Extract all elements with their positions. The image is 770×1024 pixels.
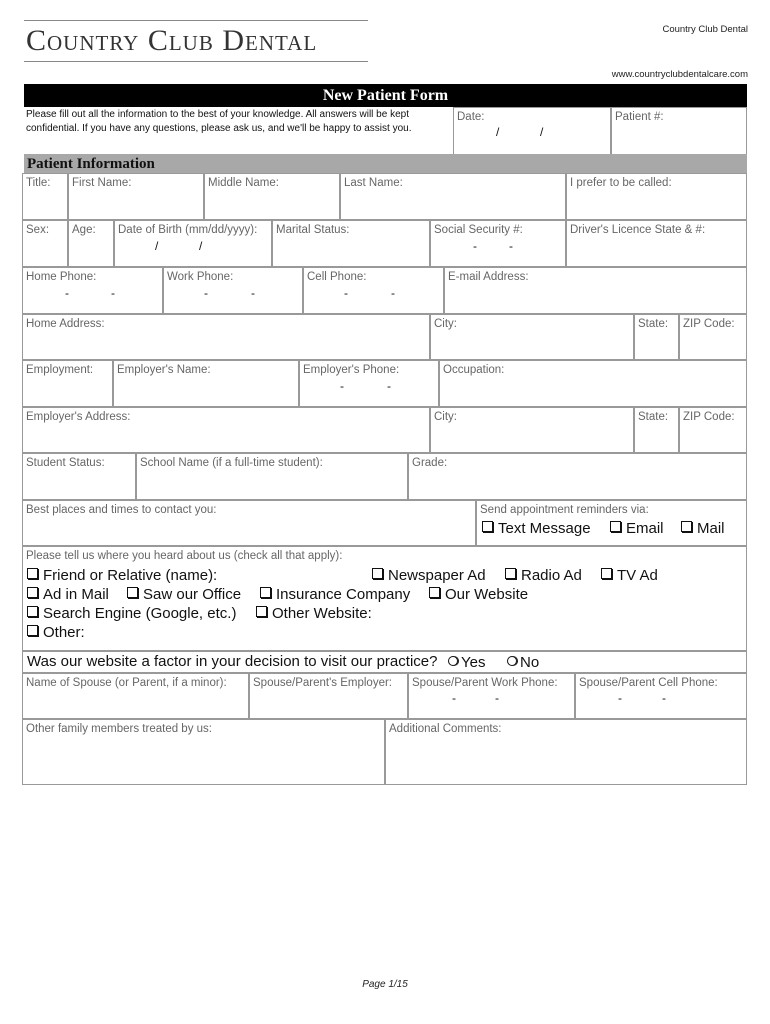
ssn-dash-2: - bbox=[509, 239, 513, 253]
form-title: New Patient Form bbox=[24, 84, 747, 107]
our-website-label: Our Website bbox=[445, 586, 529, 603]
reminder-mail-label: Mail bbox=[697, 520, 725, 537]
employer-state-field[interactable] bbox=[634, 407, 679, 453]
home-zip-field[interactable] bbox=[679, 314, 747, 360]
reminder-mail-checkbox[interactable] bbox=[681, 520, 725, 537]
middle-name-field[interactable] bbox=[204, 173, 340, 220]
logo-rule-bottom bbox=[24, 61, 368, 62]
spouse-work-phone-label: Spouse/Parent Work Phone: bbox=[412, 677, 558, 689]
ad-in-mail-checkbox[interactable] bbox=[27, 586, 109, 603]
friend-checkbox[interactable] bbox=[27, 567, 217, 584]
spouse-cell-dash-2: - bbox=[662, 691, 666, 705]
checkbox-icon bbox=[610, 521, 621, 532]
spouse-work-phone-field[interactable] bbox=[408, 673, 575, 719]
checkbox-icon bbox=[681, 521, 692, 532]
cell-phone-field[interactable] bbox=[303, 267, 444, 314]
other-checkbox[interactable] bbox=[27, 624, 85, 641]
cell-phone-dash-1: - bbox=[344, 286, 348, 300]
home-address-field[interactable] bbox=[22, 314, 430, 360]
work-phone-dash-1: - bbox=[204, 286, 208, 300]
title-label: Title: bbox=[26, 177, 51, 189]
spouse-work-dash-2: - bbox=[495, 691, 499, 705]
first-name-field[interactable] bbox=[68, 173, 204, 220]
other-website-label: Other Website: bbox=[272, 605, 372, 622]
last-name-label: Last Name: bbox=[344, 177, 403, 189]
dob-field[interactable] bbox=[114, 220, 272, 267]
home-city-field[interactable] bbox=[430, 314, 634, 360]
marital-status-field[interactable] bbox=[272, 220, 430, 267]
employer-zip-label: ZIP Code: bbox=[683, 411, 735, 423]
family-members-field[interactable] bbox=[22, 719, 385, 785]
home-phone-label: Home Phone: bbox=[26, 271, 97, 283]
dob-label: Date of Birth (mm/dd/yyyy): bbox=[118, 224, 258, 236]
best-contact-label: Best places and times to contact you: bbox=[26, 504, 217, 516]
radio-ad-label: Radio Ad bbox=[521, 567, 582, 584]
website-no-radio[interactable] bbox=[507, 654, 539, 671]
reminder-email-checkbox[interactable] bbox=[610, 520, 664, 537]
employer-phone-dash-2: - bbox=[387, 379, 391, 393]
middle-name-label: Middle Name: bbox=[208, 177, 279, 189]
occupation-label: Occupation: bbox=[443, 364, 505, 376]
checkbox-icon bbox=[27, 606, 38, 617]
employer-city-field[interactable] bbox=[430, 407, 634, 453]
reminders-label: Send appointment reminders via: bbox=[480, 504, 649, 516]
spouse-name-field[interactable] bbox=[22, 673, 249, 719]
patient-number-label: Patient #: bbox=[615, 111, 664, 123]
ssn-field[interactable] bbox=[430, 220, 566, 267]
checkbox-icon bbox=[601, 568, 612, 579]
school-name-label: School Name (if a full-time student): bbox=[140, 457, 323, 469]
employer-phone-label: Employer's Phone: bbox=[303, 364, 400, 376]
spouse-employer-field[interactable] bbox=[249, 673, 408, 719]
website-question-row bbox=[22, 651, 747, 673]
spouse-cell-dash-1: - bbox=[618, 691, 622, 705]
preferred-name-label: I prefer to be called: bbox=[570, 177, 672, 189]
sex-label: Sex: bbox=[26, 224, 50, 236]
age-label: Age: bbox=[72, 224, 96, 236]
best-contact-field[interactable] bbox=[22, 500, 476, 546]
employer-name-label: Employer's Name: bbox=[117, 364, 211, 376]
grade-label: Grade: bbox=[412, 457, 448, 469]
website-link[interactable]: www.countryclubdentalcare.com bbox=[611, 69, 748, 80]
date-field[interactable] bbox=[453, 107, 611, 155]
saw-office-checkbox[interactable] bbox=[127, 586, 241, 603]
date-slash-2: / bbox=[540, 125, 544, 139]
logo bbox=[24, 20, 368, 62]
patient-number-field[interactable] bbox=[611, 107, 747, 155]
website-yes-radio[interactable] bbox=[448, 654, 485, 671]
cell-phone-label: Cell Phone: bbox=[307, 271, 367, 283]
marital-status-label: Marital Status: bbox=[276, 224, 350, 236]
radio-ad-checkbox[interactable] bbox=[505, 567, 582, 584]
checkbox-icon bbox=[127, 587, 138, 598]
school-name-field[interactable] bbox=[136, 453, 408, 500]
ssn-label: Social Security #: bbox=[434, 224, 523, 236]
reminder-text-checkbox[interactable] bbox=[482, 520, 591, 537]
home-phone-dash-2: - bbox=[111, 286, 115, 300]
license-label: Driver's Licence State & #: bbox=[570, 224, 706, 236]
employment-label: Employment: bbox=[26, 364, 94, 376]
checkbox-icon bbox=[505, 568, 516, 579]
email-field[interactable] bbox=[444, 267, 747, 314]
friend-label: Friend or Relative (name): bbox=[43, 567, 218, 584]
checkbox-icon bbox=[429, 587, 440, 598]
radio-icon bbox=[448, 656, 458, 666]
spouse-name-label: Name of Spouse (or Parent, if a minor): bbox=[26, 677, 227, 689]
grade-field[interactable] bbox=[408, 453, 747, 500]
employer-state-label: State: bbox=[638, 411, 669, 423]
tv-ad-label: TV Ad bbox=[617, 567, 658, 584]
work-phone-label: Work Phone: bbox=[167, 271, 234, 283]
checkbox-icon bbox=[372, 568, 383, 579]
section-title: Patient Information bbox=[24, 154, 747, 173]
additional-comments-field[interactable] bbox=[385, 719, 747, 785]
preferred-name-field[interactable] bbox=[566, 173, 747, 220]
ad-in-mail-label: Ad in Mail bbox=[43, 586, 109, 603]
logo-text: Country Club Dental bbox=[26, 24, 318, 57]
dob-slash-2: / bbox=[199, 239, 203, 253]
employer-name-field[interactable] bbox=[113, 360, 299, 407]
student-status-label: Student Status: bbox=[26, 457, 105, 469]
checkbox-icon bbox=[27, 625, 38, 636]
email-label: E-mail Address: bbox=[448, 271, 529, 283]
home-phone-dash-1: - bbox=[65, 286, 69, 300]
work-phone-dash-2: - bbox=[251, 286, 255, 300]
practice-name: Country Club Dental bbox=[662, 24, 748, 35]
home-city-label: City: bbox=[434, 318, 457, 330]
insurance-checkbox[interactable] bbox=[260, 586, 410, 603]
license-field[interactable] bbox=[566, 220, 747, 267]
last-name-field[interactable] bbox=[340, 173, 566, 220]
home-address-label: Home Address: bbox=[26, 318, 105, 330]
heard-about-us-section bbox=[22, 546, 747, 651]
date-slash-1: / bbox=[496, 125, 500, 139]
reminder-email-label: Email bbox=[626, 520, 664, 537]
intro-text: Please fill out all the information to the best of your knowledge. All answers will be kept confidential. If you have any questions, please ask us, and we'll be happy to assist you. bbox=[26, 109, 412, 134]
spouse-work-dash-1: - bbox=[452, 691, 456, 705]
spouse-employer-label: Spouse/Parent's Employer: bbox=[253, 677, 392, 689]
age-field[interactable] bbox=[68, 220, 114, 267]
saw-office-label: Saw our Office bbox=[143, 586, 242, 603]
home-phone-field[interactable] bbox=[22, 267, 163, 314]
website-question-text: Was our website a factor in your decision to visit our practice? bbox=[27, 653, 438, 670]
search-engine-checkbox[interactable] bbox=[27, 605, 236, 622]
website-no-label: No bbox=[520, 654, 540, 671]
newspaper-label: Newspaper Ad bbox=[388, 567, 486, 584]
reminders-field bbox=[476, 500, 747, 546]
employer-phone-field[interactable] bbox=[299, 360, 439, 407]
search-engine-label: Search Engine (Google, etc.) bbox=[43, 605, 237, 622]
checkbox-icon bbox=[260, 587, 271, 598]
employment-field[interactable] bbox=[22, 360, 113, 407]
insurance-label: Insurance Company bbox=[276, 586, 411, 603]
employer-address-field[interactable] bbox=[22, 407, 430, 453]
dob-slash-1: / bbox=[155, 239, 159, 253]
employer-phone-dash-1: - bbox=[340, 379, 344, 393]
occupation-field[interactable] bbox=[439, 360, 747, 407]
home-zip-label: ZIP Code: bbox=[683, 318, 735, 330]
additional-comments-label: Additional Comments: bbox=[389, 723, 502, 735]
other-website-checkbox[interactable] bbox=[256, 605, 372, 622]
checkbox-icon bbox=[482, 521, 493, 532]
cell-phone-dash-2: - bbox=[391, 286, 395, 300]
newspaper-checkbox[interactable] bbox=[372, 567, 486, 584]
checkbox-icon bbox=[27, 568, 38, 579]
spouse-cell-phone-field[interactable] bbox=[575, 673, 747, 719]
home-state-label: State: bbox=[638, 318, 669, 330]
reminder-text-label: Text Message bbox=[498, 520, 591, 537]
employer-zip-field[interactable] bbox=[679, 407, 747, 453]
employer-address-label: Employer's Address: bbox=[26, 411, 131, 423]
work-phone-field[interactable] bbox=[163, 267, 303, 314]
first-name-label: First Name: bbox=[72, 177, 132, 189]
home-state-field[interactable] bbox=[634, 314, 679, 360]
checkbox-icon bbox=[256, 606, 267, 617]
sex-field[interactable] bbox=[22, 220, 68, 267]
radio-icon bbox=[507, 656, 517, 666]
page-number: Page 1/15 bbox=[362, 979, 408, 990]
family-members-label: Other family members treated by us: bbox=[26, 723, 212, 735]
ssn-dash-1: - bbox=[473, 239, 477, 253]
checkbox-icon bbox=[27, 587, 38, 598]
date-label: Date: bbox=[457, 111, 485, 123]
other-label: Other: bbox=[43, 624, 85, 641]
student-status-field[interactable] bbox=[22, 453, 136, 500]
employer-city-label: City: bbox=[434, 411, 457, 423]
website-yes-label: Yes bbox=[461, 654, 486, 671]
title-field[interactable] bbox=[22, 173, 68, 220]
tv-ad-checkbox[interactable] bbox=[601, 567, 658, 584]
heard-about-us-label: Please tell us where you heard about us (check all that apply): bbox=[26, 550, 343, 562]
spouse-cell-phone-label: Spouse/Parent Cell Phone: bbox=[579, 677, 718, 689]
our-website-checkbox[interactable] bbox=[429, 586, 528, 603]
